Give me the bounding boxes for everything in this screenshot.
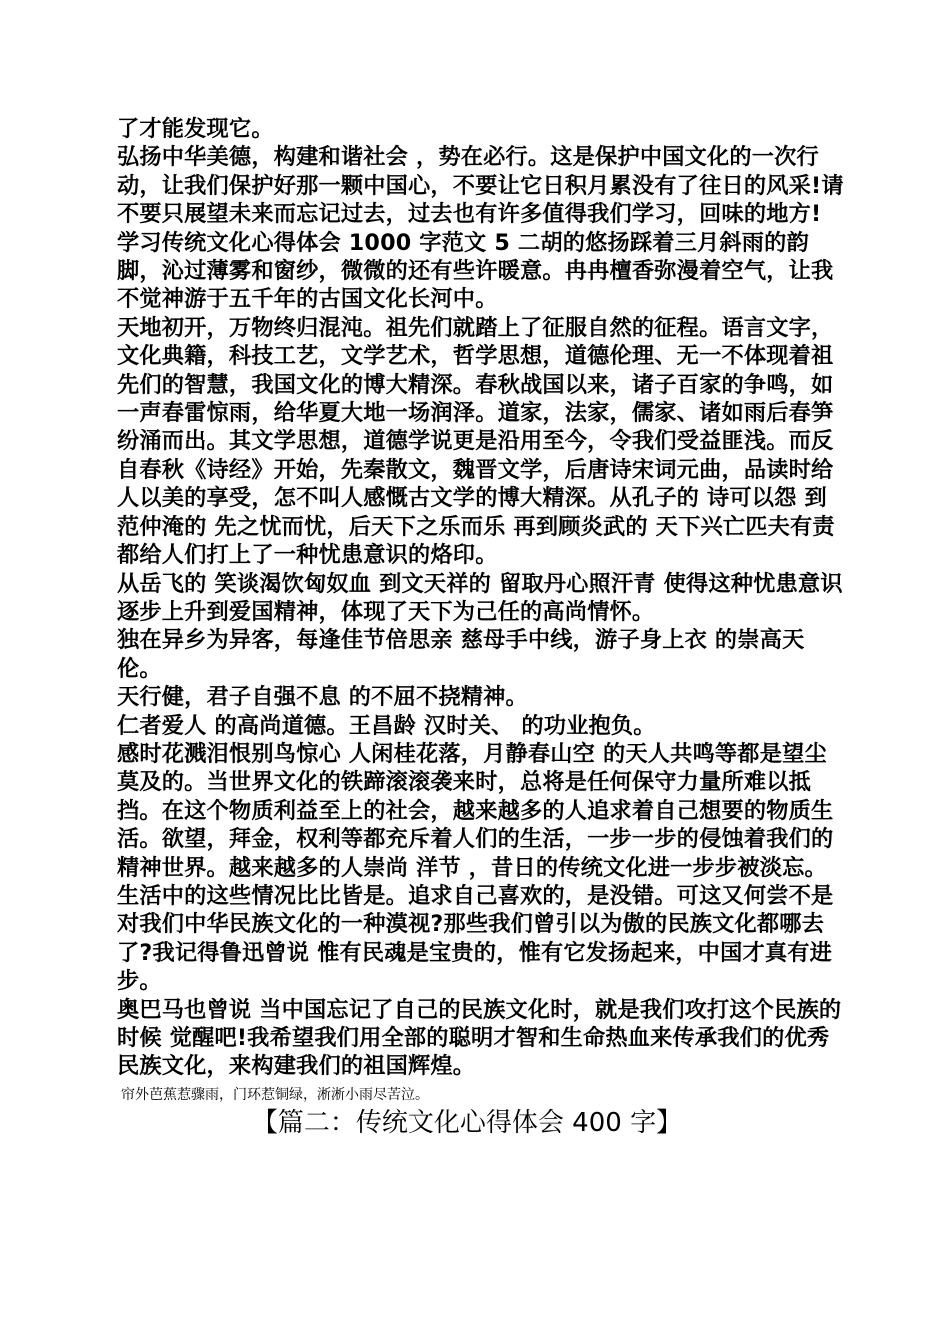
paragraph: 学习传统文化心得体会 1000 字范文 5 二胡的悠扬踩着三月斜雨的韵脚，沁过薄雾和窗纱，微微的还有些许暖意。冉冉檀香弥漫着空气，让我不觉神游于五千年的古国文化长河中。: [117, 229, 834, 313]
paragraph: 弘扬中华美德，构建和谐社会 ，势在必行。这是保护中国文化的一次行动，让我们保护好那一颗中国心，不要让它日积月累没有了往日的风采!请不要只展望未来而忘记过去，过去也有许多值得我们学习，回味的地方!: [117, 144, 844, 228]
document-page: [117, 115, 844, 1140]
paragraph: 从岳飞的 笑谈渴饮匈奴血 到文天祥的 留取丹心照汗青 使得这种忧患意识逐步上升到爱国精神，体现了天下为己任的高尚情怀。: [117, 570, 843, 625]
paragraph: 天行健，君子自强不息 的不屈不挠精神。: [117, 684, 528, 711]
paragraph: 奥巴马也曾说 当中国忘记了自己的民族文化时，就是我们攻打这个民族的时候 觉醒吧!我希望我们用全部的聪明才智和生命热血来传承我们的优秀民族文化，来构建我们的祖国辉煌。: [117, 996, 842, 1080]
paragraph: 了才能发现它。: [117, 116, 274, 142]
caption-line: 帘外芭蕉惹骤雨，门环惹铜绿，淅淅小雨尽苦泣。: [121, 1086, 429, 1103]
paragraph: 感时花溅泪恨别鸟惊心 人闲桂花落，月静春山空 的天人共鸣等都是望尘莫及的。当世界文化的铁蹄滚滚袭来时，总将是任何保守力量所难以抵挡。在这个物质利益至上的社会，越来越多的人追求着自己想要的物质生活。欲望，拜金，权利等都充斥着人们的生活，一步一步的侵蚀着我们的精神世界。越来越多的人崇尚 洋节 ，昔日的传统文化进一步步被淡忘。: [117, 740, 834, 881]
paragraph: 独在异乡为异客，每逢佳节倍思亲 慈母手中线，游子身上衣 的崇高天伦。: [117, 627, 805, 682]
section-heading: 【篇二：传统文化心得体会 400 字】: [251, 1107, 683, 1138]
paragraph: 仁者爱人 的高尚道德。王昌龄 汉时关、 的功业抱负。: [117, 712, 656, 739]
paragraph: 天地初开，万物终归混沌。祖先们就踏上了征服自然的征程。语言文字，文化典籍，科技工艺，文学艺术，哲学思想，道德伦理、无一不体现着祖先们的智慧，我国文化的博大精深。春秋战国以来，诸子百家的争鸣，如一声春雷惊雨，给华夏大地一场润泽。道家，法家，儒家、诸如雨后春笋纷涌而出。其文学思想，道德学说更是沿用至今，令我们受益匪浅。而反自春秋《诗经》开始，先秦散文，魏晋文学，后唐诗宋词元曲，品读时给人以美的享受，怎不叫人感慨古文学的博大精深。从孔子的 诗可以怨 到范仲淹的 先之忧而忧，后天下之乐而乐 再到顾炎武的 天下兴亡匹夫有责 都给人们打上了一种忧患意识的烙印。: [117, 314, 835, 569]
paragraph: 生活中的这些情况比比皆是。追求自己喜欢的，是没错。可这又何尝不是对我们中华民族文化的一种漠视?那些我们曾引以为傲的民族文化都哪去了?我记得鲁迅曾说 惟有民魂是宝贵的，惟有它发扬起来，中国才真有进步。: [117, 882, 834, 995]
